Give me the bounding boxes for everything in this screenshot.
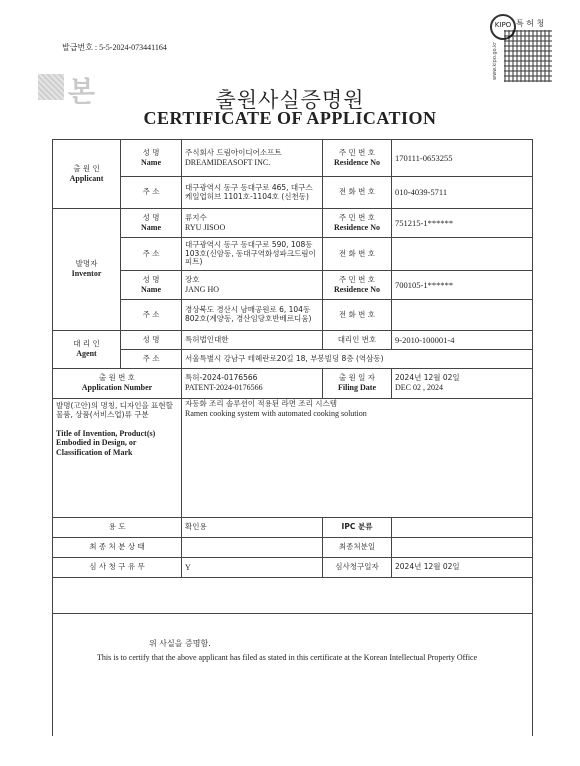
blank-row [53,578,533,614]
agent-name-label: 성 명 [121,331,182,350]
applicant-phone-label: 전 화 번 호 [323,177,392,209]
certification-korean: 위 사실을 증명함. [149,639,211,648]
qr-code-icon [504,30,552,82]
applicant-resno-label: 주 민 번 호 Residence No [323,140,392,177]
inventor1-address-label: 주 소 [121,238,182,271]
inventor1-resno-label: 주 민 번 호 Residence No [323,209,392,238]
inventor2-phone [392,300,533,331]
kipo-seal [490,6,568,92]
exam-request-value: Y [182,558,323,578]
stamp-text: 본 [68,75,96,108]
inventor1-address: 대구광역시 동구 동대구로 590, 108동 103호(신암동, 동대구역화성파크드림이피트) [182,238,323,271]
exam-request-label: 심 사 청 구 유 무 [53,558,182,578]
invention-title: 자동화 조리 솔루션이 적용된 라면 조리 시스템 Ramen cooking system with automated cooking solution [182,399,533,518]
final-date-label: 최종처분일 [323,538,392,558]
inventor1-phone-label: 전 화 번 호 [323,238,392,271]
agent-number-label: 대리인 번호 [323,331,392,350]
page-title-english: CERTIFICATE OF APPLICATION [143,108,437,128]
inventor1-name: 류지수 RYU JISOO [182,209,323,238]
kipo-logo-icon: KIPO [490,14,516,40]
exam-date-label: 심사청구일자 [323,558,392,578]
certificate-table [52,139,533,736]
inventor1-resno: 751215-1****** [392,209,533,238]
application-number: 특허-2024-0176566 PATENT-2024-0176566 [182,369,323,399]
inventor1-name-label: 성 명 Name [121,209,182,238]
applicant-address: 대구광역시 동구 동대구로 465, 대구스케일업허브 1101호-1104호 (신천동) [182,177,323,209]
applicant-address-label: 주 소 [121,177,182,209]
agent-number: 9-2010-100001-4 [392,331,533,350]
applicant-name-label: 성 명 Name [121,140,182,177]
inventor2-name-label: 성 명 Name [121,271,182,300]
purpose-value: 확인용 [182,518,323,538]
inventor2-resno: 700105-1****** [392,271,533,300]
applicant-resno: 170111-0653255 [392,140,533,177]
certification-english: This is to certify that the above applicant has filed as stated in this certificate at the Korean Intellectual Property Office [97,653,478,663]
agent-name: 특허법인대한 [182,331,323,350]
purpose-label: 용 도 [53,518,182,538]
inventor2-resno-label: 주 민 번 호 Residence No [323,271,392,300]
seal-url: www.kipo.go.kr [492,41,498,80]
inventor2-address: 경상북도 경산시 남매공원로 6, 104동 802호(계양동, 경산임당호반베르디움) [182,300,323,331]
ipc-value [392,518,533,538]
inventor1-phone [392,238,533,271]
inventor2-address-label: 주 소 [121,300,182,331]
serial-number: 발급번호 : 5-5-2024-073441164 [62,43,167,52]
final-status-label: 최 종 처 분 상 태 [53,538,182,558]
final-date-value [392,538,533,558]
inventor-label: 발명자 Inventor [53,209,121,331]
agent-address-label: 주 소 [121,350,182,369]
final-status-value [182,538,323,558]
inventor2-name: 장호 JANG HO [182,271,323,300]
ipc-label: IPC 분류 [323,518,392,538]
exam-date-value: 2024년 12월 02일 [392,558,533,578]
invention-title-label: 발명(고안)의 명칭, 디자인을 표현할 물품, 상품(서비스업)류 구분 Title of Invention, Product(s) Embodied in Design, or Classification of Mark [53,399,182,518]
seal-office-name: 특 허 청 [516,19,545,28]
applicant-name: 주식회사 드림아이디어소프트 DREAMIDEASOFT INC. [182,140,323,177]
inventor2-phone-label: 전 화 번 호 [323,300,392,331]
applicant-label: 출 원 인 Applicant [53,140,121,209]
application-number-label: 출 원 번 호 Application Number [53,369,182,399]
filing-date-label: 출 원 일 자 Filing Date [323,369,392,399]
applicant-phone: 010-4039-5711 [392,177,533,209]
filing-date: 2024년 12월 02일 DEC 02 , 2024 [392,369,533,399]
agent-label: 대 리 인 Agent [53,331,121,369]
page-title-korean: 출원사실증명원 [215,88,365,112]
certification-box [53,614,533,736]
agent-address: 서울특별시 강남구 테헤란로20길 18, 부봉빌딩 8층 (역삼동) [182,350,533,369]
